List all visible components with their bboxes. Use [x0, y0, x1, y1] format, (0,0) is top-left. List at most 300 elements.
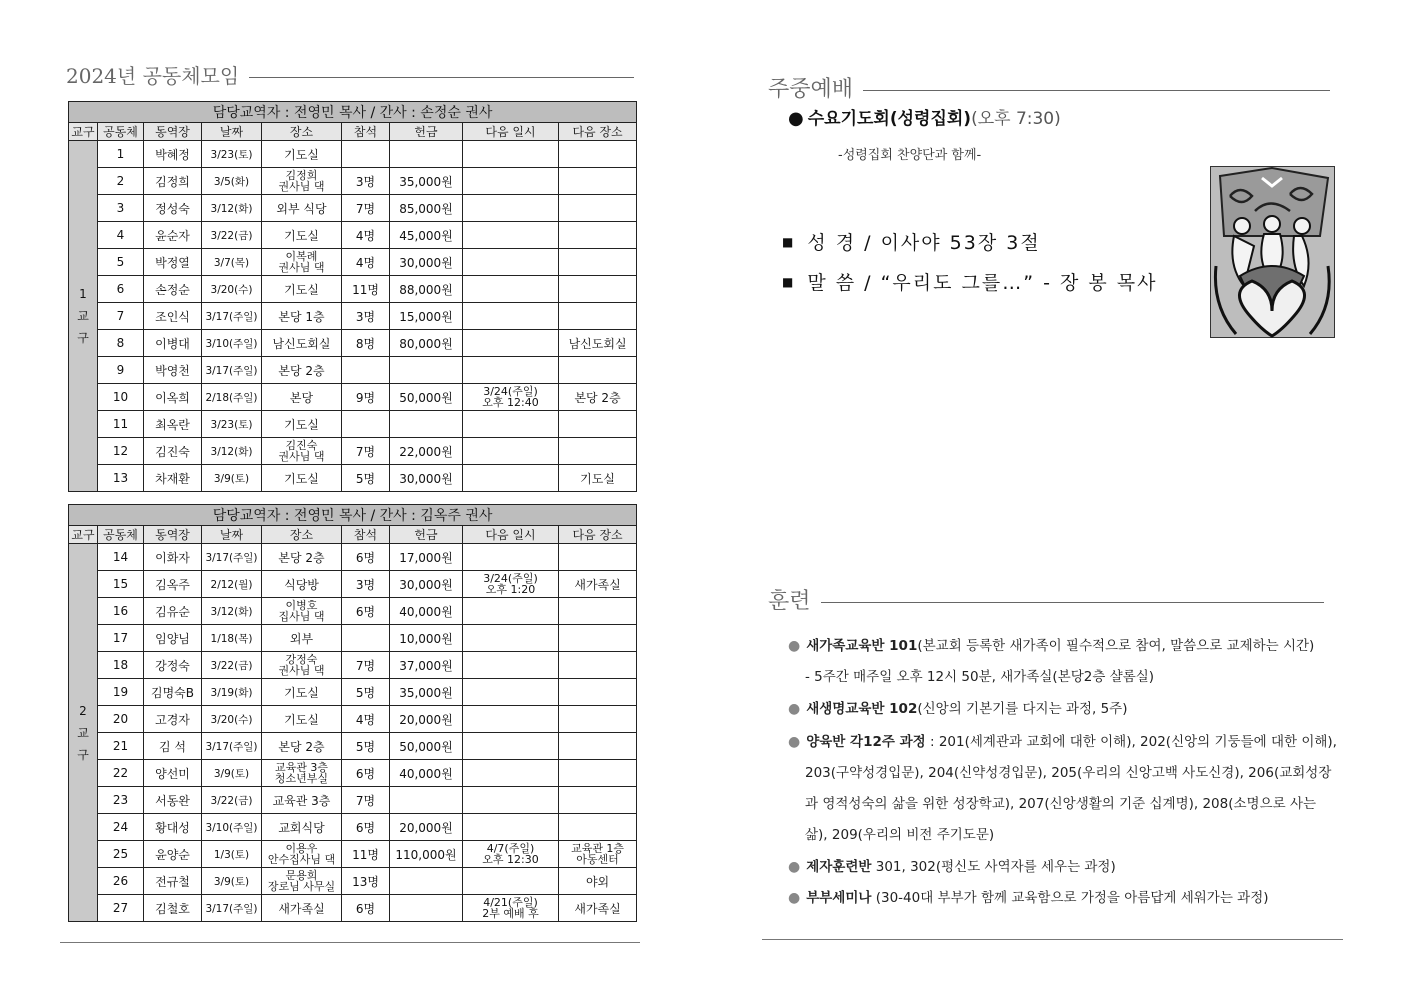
table-cell: 3/22(금) — [202, 222, 262, 249]
table-row — [69, 598, 637, 625]
table-cell: 기도실 — [262, 222, 342, 249]
table-cell — [559, 625, 637, 652]
table-cell: 11 — [98, 411, 144, 438]
district-label-char: 구 — [77, 747, 89, 762]
table-cell: 85,000원 — [390, 195, 463, 222]
training-item-desc: (30-40대 부부가 함께 교육함으로 가정을 아름답게 세워가는 과정) — [871, 890, 1269, 906]
table-cell: 7명 — [342, 652, 390, 679]
table-cell: 5명 — [342, 733, 390, 760]
column-header: 다음 일시 — [463, 526, 559, 544]
district-label — [69, 544, 98, 922]
table-cell: 3/17(주일) — [202, 303, 262, 330]
table-cell — [463, 760, 559, 787]
table-cell — [463, 625, 559, 652]
group1-caption: 담당교역자 : 전영민 목사 / 간사 : 손정순 권사 — [69, 102, 637, 123]
table-cell: 최옥란 — [144, 411, 202, 438]
table-cell — [390, 141, 463, 168]
table-cell: 37,000원 — [390, 652, 463, 679]
table-cell — [463, 357, 559, 384]
table-row — [69, 895, 637, 922]
table-cell: 새가족실 — [559, 571, 637, 598]
bullet-dot-icon: ● — [788, 859, 801, 875]
table-cell: 16 — [98, 598, 144, 625]
table-cell: 3명 — [342, 303, 390, 330]
table-cell: 김진숙 권사님 댁 — [262, 438, 342, 465]
table-cell: 15 — [98, 571, 144, 598]
district-label-char: 1 — [79, 287, 87, 301]
table-cell — [463, 195, 559, 222]
table-cell: 80,000원 — [390, 330, 463, 357]
table-cell: 양선미 — [144, 760, 202, 787]
table-cell: 8명 — [342, 330, 390, 357]
column-header: 동역장 — [144, 526, 202, 544]
column-header: 동역장 — [144, 123, 202, 141]
training-section-title — [768, 584, 1324, 615]
table-row — [69, 195, 637, 222]
table-cell: 기도실 — [559, 465, 637, 492]
table-row — [69, 733, 637, 760]
square-bullet-icon: ■ — [782, 275, 796, 289]
table-cell — [463, 679, 559, 706]
table-cell: 30,000원 — [390, 465, 463, 492]
table-cell: 이화자 — [144, 544, 202, 571]
table-cell — [559, 652, 637, 679]
table-cell: 2 — [98, 168, 144, 195]
table-cell: 김옥주 — [144, 571, 202, 598]
table-cell — [463, 598, 559, 625]
table-cell: 이용우 안수집사님 댁 — [262, 841, 342, 868]
bullet-dot-icon: ● — [788, 701, 801, 717]
table-cell: 11명 — [342, 841, 390, 868]
table-row — [69, 544, 637, 571]
table-cell: 김정희 — [144, 168, 202, 195]
training-item-continuation: - 5주간 매주일 오후 12시 50분, 새가족실(본당2층 샬롬실) — [805, 669, 1155, 685]
title-rule — [821, 602, 1324, 603]
training-item — [788, 855, 1116, 875]
table-cell: 40,000원 — [390, 760, 463, 787]
table-cell — [463, 465, 559, 492]
table-cell: 외부 — [262, 625, 342, 652]
table-cell: 서동완 — [144, 787, 202, 814]
training-item — [788, 697, 1127, 717]
table-cell: 새가족실 — [262, 895, 342, 922]
table-cell — [559, 357, 637, 384]
column-header: 교구 — [69, 526, 98, 544]
title-rule — [249, 77, 634, 78]
table-cell: 9명 — [342, 384, 390, 411]
table-row — [69, 465, 637, 492]
table-cell: 3/23(토) — [202, 141, 262, 168]
table-cell — [559, 249, 637, 276]
table-cell: 외부 식당 — [262, 195, 342, 222]
table-cell: 새가족실 — [559, 895, 637, 922]
training-item — [788, 886, 1269, 906]
table-cell — [463, 706, 559, 733]
table-cell: 6명 — [342, 544, 390, 571]
table-cell: 21 — [98, 733, 144, 760]
left-bottom-rule — [60, 942, 640, 943]
table-cell: 정성숙 — [144, 195, 202, 222]
table-cell — [463, 276, 559, 303]
training-item-continuation: 삶), 209(우리의 비전 주기도문) — [805, 827, 995, 843]
table-cell — [463, 814, 559, 841]
table-cell — [390, 787, 463, 814]
table-cell: 17,000원 — [390, 544, 463, 571]
table-cell: 7명 — [342, 787, 390, 814]
table-cell — [463, 544, 559, 571]
table-cell: 8 — [98, 330, 144, 357]
table-cell: 88,000원 — [390, 276, 463, 303]
table-cell: 기도실 — [262, 276, 342, 303]
header-row — [69, 123, 637, 141]
title-rule — [863, 90, 1330, 91]
table-cell: 본당 — [262, 384, 342, 411]
training-item-continuation: 과 영적성숙의 삶을 위한 성장학교), 207(신앙생활의 기준 십계명), 208(소명으로 사는 — [805, 796, 1317, 812]
table-row — [69, 438, 637, 465]
scripture-text: 성 경 / 이사야 53장 3절 — [807, 232, 1041, 254]
table-cell: 9 — [98, 357, 144, 384]
table-cell: 차재환 — [144, 465, 202, 492]
table-cell: 3/5(화) — [202, 168, 262, 195]
table-row — [69, 303, 637, 330]
table-row — [69, 760, 637, 787]
district-label — [69, 141, 98, 492]
group2-table — [68, 504, 637, 922]
table-cell: 3명 — [342, 168, 390, 195]
table-cell: 20,000원 — [390, 814, 463, 841]
table-cell: 3/10(주일) — [202, 330, 262, 357]
table-cell: 50,000원 — [390, 733, 463, 760]
scripture-line — [782, 228, 1041, 255]
table-cell: 19 — [98, 679, 144, 706]
table-cell: 강정숙 권사님 댁 — [262, 652, 342, 679]
table-cell — [559, 733, 637, 760]
table-cell: 4명 — [342, 249, 390, 276]
table-cell: 13 — [98, 465, 144, 492]
table-cell: 김진숙 — [144, 438, 202, 465]
table-cell: 27 — [98, 895, 144, 922]
table-cell — [559, 787, 637, 814]
table-cell: 기도실 — [262, 679, 342, 706]
column-header: 장소 — [262, 526, 342, 544]
table-cell: 교육관 1층 아동센터 — [559, 841, 637, 868]
table-cell: 3/17(주일) — [202, 357, 262, 384]
column-header: 참석 — [342, 123, 390, 141]
table-cell: 3/19(화) — [202, 679, 262, 706]
district-label-char: 교 — [77, 725, 89, 740]
district-label-char: 2 — [79, 703, 87, 718]
table-cell: 윤순자 — [144, 222, 202, 249]
table-cell: 15,000원 — [390, 303, 463, 330]
table-row — [69, 141, 637, 168]
table-cell: 5 — [98, 249, 144, 276]
table-cell: 문용희 장로님 사무실 — [262, 868, 342, 895]
table-cell: 7명 — [342, 195, 390, 222]
table-cell: 3/9(토) — [202, 868, 262, 895]
table-cell: 윤양순 — [144, 841, 202, 868]
column-header: 공동체 — [98, 526, 144, 544]
table-cell: 10,000원 — [390, 625, 463, 652]
table-cell: 20 — [98, 706, 144, 733]
square-bullet-icon: ■ — [782, 235, 796, 249]
table-cell: 3/22(금) — [202, 787, 262, 814]
table-cell: 3/17(주일) — [202, 733, 262, 760]
table-cell — [463, 787, 559, 814]
table-cell — [342, 357, 390, 384]
right-bottom-rule — [762, 939, 1343, 940]
table-cell: 5명 — [342, 465, 390, 492]
table-cell: 30,000원 — [390, 571, 463, 598]
table-row — [69, 357, 637, 384]
table-cell: 본당 1층 — [262, 303, 342, 330]
column-header: 다음 장소 — [559, 123, 637, 141]
table-row — [69, 249, 637, 276]
table-cell — [559, 544, 637, 571]
table-cell: 22 — [98, 760, 144, 787]
table-cell: 손정순 — [144, 276, 202, 303]
table-cell — [559, 760, 637, 787]
table-cell: 기도실 — [262, 465, 342, 492]
table-cell — [463, 249, 559, 276]
table-cell: 전규철 — [144, 868, 202, 895]
table-cell: 남신도회실 — [559, 330, 637, 357]
table-cell — [463, 868, 559, 895]
column-header: 헌금 — [390, 526, 463, 544]
header-row — [69, 526, 637, 544]
meeting-name: 수요기도회(성령집회) — [807, 109, 972, 129]
table-cell: 기도실 — [262, 141, 342, 168]
table-cell — [559, 598, 637, 625]
training-item-desc: : 201(세계관과 교회에 대한 이해), 202(신앙의 기둥들에 대한 이해), — [925, 734, 1337, 750]
column-header: 헌금 — [390, 123, 463, 141]
table-cell: 4명 — [342, 706, 390, 733]
table-cell — [463, 222, 559, 249]
table-cell — [559, 303, 637, 330]
table-cell: 4/21(주일) 2부 예배 후 — [463, 895, 559, 922]
table-cell — [463, 303, 559, 330]
bullet-dot-icon: ● — [788, 108, 804, 129]
table-cell — [463, 733, 559, 760]
left-title-text: 2024년 공동체모임 — [66, 64, 240, 88]
worship-section-title — [768, 72, 1330, 103]
hearts-illustration — [1210, 166, 1335, 338]
table-cell: 기도실 — [262, 411, 342, 438]
worship-title-text: 주중예배 — [768, 77, 854, 102]
bullet-dot-icon: ● — [788, 734, 801, 750]
table-cell — [559, 814, 637, 841]
district-label-char: 교 — [77, 309, 89, 323]
table-cell: 10 — [98, 384, 144, 411]
table-cell: 박혜정 — [144, 141, 202, 168]
table-cell: 18 — [98, 652, 144, 679]
training-item-name: 양육반 각12주 과정 — [806, 734, 926, 750]
table-cell: 25 — [98, 841, 144, 868]
table-cell: 4 — [98, 222, 144, 249]
table-cell: 본당 2층 — [559, 384, 637, 411]
column-header: 날짜 — [202, 123, 262, 141]
table-cell — [559, 706, 637, 733]
table-cell: 3/9(토) — [202, 465, 262, 492]
table-cell — [559, 168, 637, 195]
table-cell — [559, 141, 637, 168]
table-cell: 본당 2층 — [262, 733, 342, 760]
table-row — [69, 706, 637, 733]
table-row — [69, 330, 637, 357]
table-cell: 50,000원 — [390, 384, 463, 411]
table-cell — [463, 438, 559, 465]
column-header: 날짜 — [202, 526, 262, 544]
table-cell: 임양님 — [144, 625, 202, 652]
table-cell — [463, 330, 559, 357]
table-cell: 3/12(화) — [202, 195, 262, 222]
training-item-desc: (본교회 등록한 새가족이 필수적으로 참여, 말씀으로 교제하는 시간) — [917, 638, 1315, 654]
table-cell — [342, 625, 390, 652]
table-row — [69, 276, 637, 303]
table-cell — [463, 411, 559, 438]
table-cell: 6 — [98, 276, 144, 303]
table-cell: 3/9(토) — [202, 760, 262, 787]
table-row — [69, 652, 637, 679]
table-cell: 3/12(화) — [202, 598, 262, 625]
table-cell: 6명 — [342, 598, 390, 625]
column-header: 장소 — [262, 123, 342, 141]
training-item — [788, 730, 1337, 750]
table-cell: 4/7(주일) 오후 12:30 — [463, 841, 559, 868]
meeting-note: -성령집회 찬양단과 함께- — [838, 148, 982, 163]
table-cell: 3/10(주일) — [202, 814, 262, 841]
table-cell: 3/12(화) — [202, 438, 262, 465]
table-cell: 26 — [98, 868, 144, 895]
table-row — [69, 679, 637, 706]
table-cell: 2/12(월) — [202, 571, 262, 598]
table-cell — [559, 679, 637, 706]
table-cell: 30,000원 — [390, 249, 463, 276]
table-cell: 3 — [98, 195, 144, 222]
table-cell — [559, 438, 637, 465]
table-cell: 교육관 3층 청소년부실 — [262, 760, 342, 787]
table-cell: 이복례 권사님 댁 — [262, 249, 342, 276]
table-cell: 4명 — [342, 222, 390, 249]
sermon-text: 말 씀 / “우리도 그를…” - 장 봉 목사 — [807, 272, 1158, 294]
table-cell — [390, 895, 463, 922]
table-cell: 35,000원 — [390, 679, 463, 706]
table-row — [69, 868, 637, 895]
table-cell: 14 — [98, 544, 144, 571]
table-row — [69, 168, 637, 195]
table-cell — [463, 168, 559, 195]
wednesday-meeting — [788, 104, 1061, 129]
column-header: 다음 장소 — [559, 526, 637, 544]
table-cell: 김유순 — [144, 598, 202, 625]
table-row — [69, 571, 637, 598]
table-cell — [559, 195, 637, 222]
table-row — [69, 841, 637, 868]
table-cell — [559, 222, 637, 249]
table-cell: 3/24(주일) 오후 1:20 — [463, 571, 559, 598]
table-cell: 7명 — [342, 438, 390, 465]
table-cell — [559, 411, 637, 438]
table-cell: 3/17(주일) — [202, 895, 262, 922]
table-cell — [559, 276, 637, 303]
table-cell: 11명 — [342, 276, 390, 303]
table-cell: 5명 — [342, 679, 390, 706]
training-item-name: 새생명교육반 102 — [806, 701, 918, 717]
table-cell — [390, 411, 463, 438]
table-cell: 이병호 집사님 댁 — [262, 598, 342, 625]
table-cell: 3/24(주일) 오후 12:40 — [463, 384, 559, 411]
table-cell: 교회식당 — [262, 814, 342, 841]
table-cell — [390, 357, 463, 384]
training-item — [788, 634, 1314, 654]
table-cell — [463, 652, 559, 679]
table-row — [69, 222, 637, 249]
table-cell: 본당 2층 — [262, 357, 342, 384]
table-cell: 박정열 — [144, 249, 202, 276]
table-cell: 3/22(금) — [202, 652, 262, 679]
table-cell: 23 — [98, 787, 144, 814]
table-cell: 조인식 — [144, 303, 202, 330]
table-cell: 1/18(목) — [202, 625, 262, 652]
table-cell: 남신도회실 — [262, 330, 342, 357]
table-cell: 기도실 — [262, 706, 342, 733]
column-header: 공동체 — [98, 123, 144, 141]
table-cell: 3/20(수) — [202, 276, 262, 303]
table-cell: 식당방 — [262, 571, 342, 598]
table-cell: 24 — [98, 814, 144, 841]
sermon-line — [782, 268, 1158, 295]
table-cell: 3/17(주일) — [202, 544, 262, 571]
table-cell: 7 — [98, 303, 144, 330]
column-header: 교구 — [69, 123, 98, 141]
left-section-title — [66, 60, 634, 89]
table-cell: 40,000원 — [390, 598, 463, 625]
bullet-dot-icon: ● — [788, 890, 801, 906]
bullet-dot-icon: ● — [788, 638, 801, 654]
table-cell: 고경자 — [144, 706, 202, 733]
table-row — [69, 787, 637, 814]
training-item-name: 제자훈련반 — [806, 859, 872, 875]
table-cell: 교육관 3층 — [262, 787, 342, 814]
table-cell — [390, 868, 463, 895]
table-cell: 본당 2층 — [262, 544, 342, 571]
column-header: 다음 일시 — [463, 123, 559, 141]
table-cell: 35,000원 — [390, 168, 463, 195]
table-row — [69, 625, 637, 652]
table-cell: 황대성 — [144, 814, 202, 841]
table-cell: 3/20(수) — [202, 706, 262, 733]
table-cell: 박영천 — [144, 357, 202, 384]
table-cell — [463, 141, 559, 168]
table-cell: 2/18(주일) — [202, 384, 262, 411]
table-cell: 김철호 — [144, 895, 202, 922]
column-header: 참석 — [342, 526, 390, 544]
table-cell: 김정희 권사님 댁 — [262, 168, 342, 195]
table-cell: 13명 — [342, 868, 390, 895]
table-cell: 강정숙 — [144, 652, 202, 679]
meeting-time: (오후 7:30) — [971, 109, 1061, 129]
training-item-name: 새가족교육반 101 — [806, 638, 918, 654]
table-cell — [342, 141, 390, 168]
training-item-continuation: 203(구약성경입문), 204(신약성경입문), 205(우리의 신앙고백 사도신경), 206(교회성장 — [805, 765, 1332, 781]
district-label-char: 구 — [77, 331, 89, 345]
table-cell: 3/23(토) — [202, 411, 262, 438]
table-cell: 20,000원 — [390, 706, 463, 733]
table-cell: 1 — [98, 141, 144, 168]
table-cell: 6명 — [342, 814, 390, 841]
table-cell: 1/3(토) — [202, 841, 262, 868]
table-cell: 이옥희 — [144, 384, 202, 411]
training-item-name: 부부세미나 — [806, 890, 872, 906]
